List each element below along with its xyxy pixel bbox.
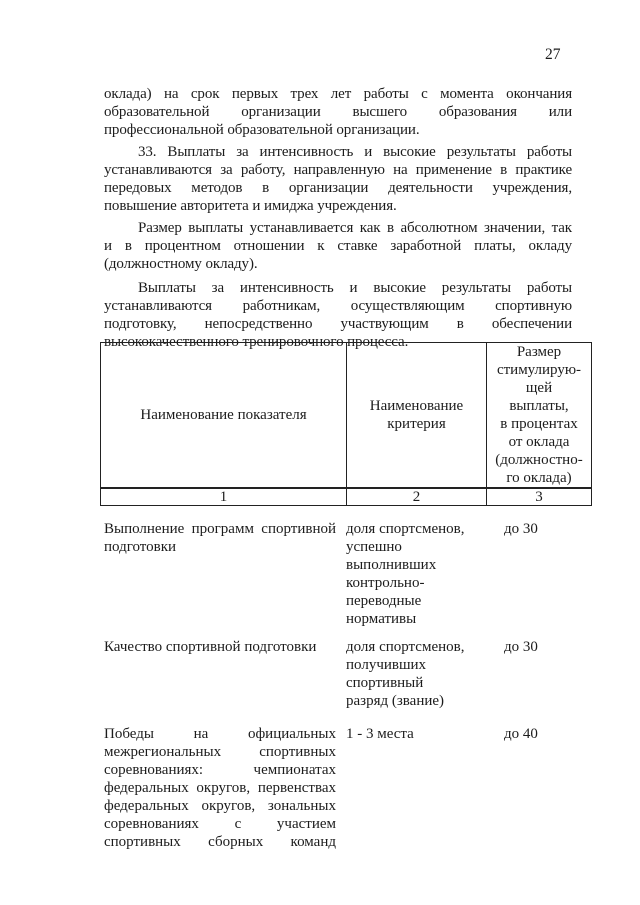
cell-line: доля спортсменов, — [346, 639, 465, 655]
text-line: профессиональной образовательной организации. — [104, 122, 420, 138]
header-text: Наименование показателя — [140, 407, 307, 423]
cell-line: получивших — [346, 657, 427, 673]
text-line: 33. Выплаты за интенсивность и высокие результаты работы — [138, 144, 572, 160]
body-text — [104, 85, 572, 351]
cell-line: нормативы — [346, 611, 417, 627]
column-number: 3 — [487, 488, 592, 506]
text-line: повышение авторитета и имиджа учреждения. — [104, 198, 397, 214]
indicator-cell — [104, 520, 336, 556]
header-indicator-name — [101, 343, 347, 489]
column-number: 2 — [347, 488, 487, 506]
cell-line: Качество спортивной подготовки — [104, 639, 317, 655]
amount-cell: до 30 — [504, 639, 538, 655]
cell-line: выполнивших — [346, 557, 437, 573]
cell-line: федеральных округов, зональных — [104, 798, 336, 814]
cell-line: разряд (звание) — [346, 693, 445, 709]
header-text: щей — [525, 380, 553, 396]
header-text: го оклада) — [506, 470, 572, 486]
cell-line: подготовки — [104, 539, 177, 555]
header-text: Наименование — [369, 398, 464, 414]
header-text: критерия — [387, 416, 446, 432]
criterion-cell — [346, 638, 476, 710]
cell-line: переводные — [346, 593, 422, 609]
cell-line: 1 - 3 места — [346, 726, 414, 742]
cell-line: соревнованиях с участием — [104, 816, 336, 832]
page-number: 27 — [545, 46, 561, 63]
cell-line: Победы на официальных — [104, 726, 336, 742]
cell-line: федеральных округов, первенствах — [104, 780, 336, 796]
cell-line: доля спортсменов, — [346, 521, 465, 537]
table-header-row — [101, 343, 592, 489]
text-line: образовательной организации высшего образования или — [104, 104, 572, 120]
text-line: (должностному окладу). — [104, 256, 258, 272]
paragraph-4 — [104, 279, 572, 351]
header-criterion-name — [347, 343, 487, 489]
text-line: подготовку, непосредственно участвующим в обеспечении — [104, 316, 572, 332]
indicator-cell — [104, 638, 336, 656]
header-text: в процентах — [500, 416, 578, 432]
table-header-block — [100, 342, 583, 505]
column-number: 1 — [101, 488, 347, 506]
text-line: оклада) на срок первых трех лет работы с момента окончания — [104, 86, 572, 102]
text-line: Размер выплаты устанавливается как в абсолютном значении, так — [138, 220, 572, 236]
criterion-cell — [346, 725, 476, 743]
text-line: передовых методов в организации деятельности учреждения, — [104, 180, 572, 196]
cell-line: соревнованиях: чемпионатах — [104, 762, 336, 778]
text-line: Выплаты за интенсивность и высокие результаты работы — [138, 280, 572, 296]
cell-line: Выполнение программ спортивной — [104, 521, 336, 537]
paragraph-2 — [104, 143, 572, 215]
header-text: выплаты, — [509, 398, 569, 414]
cell-line: спортивный — [346, 675, 424, 691]
amount-cell: до 30 — [504, 521, 538, 537]
payments-table-header — [100, 342, 592, 506]
cell-line: контрольно- — [346, 575, 425, 591]
paragraph-1 — [104, 85, 572, 139]
criterion-cell — [346, 520, 476, 628]
header-text: Размер — [516, 344, 562, 360]
column-number-row — [101, 488, 592, 506]
cell-line: межрегиональных спортивных — [104, 744, 336, 760]
text-line: устанавливаются работникам, осуществляющим спортивную — [104, 298, 572, 314]
cell-line: успешно — [346, 539, 402, 555]
indicator-cell — [104, 725, 336, 851]
text-line: и в процентном отношении к ставке заработной платы, окладу — [104, 238, 572, 254]
text-line: высококачественного тренировочного процесса. — [104, 334, 409, 350]
amount-cell: до 40 — [504, 726, 538, 742]
cell-line: спортивных сборных команд — [104, 834, 336, 850]
header-text: от оклада — [508, 434, 570, 450]
paragraph-3 — [104, 219, 572, 273]
header-text: (должностно- — [495, 452, 583, 468]
header-text: стимулирую- — [496, 362, 582, 378]
header-payment-size — [487, 343, 592, 489]
text-line: устанавливаются за работу, направленную на применение в практике — [104, 162, 572, 178]
